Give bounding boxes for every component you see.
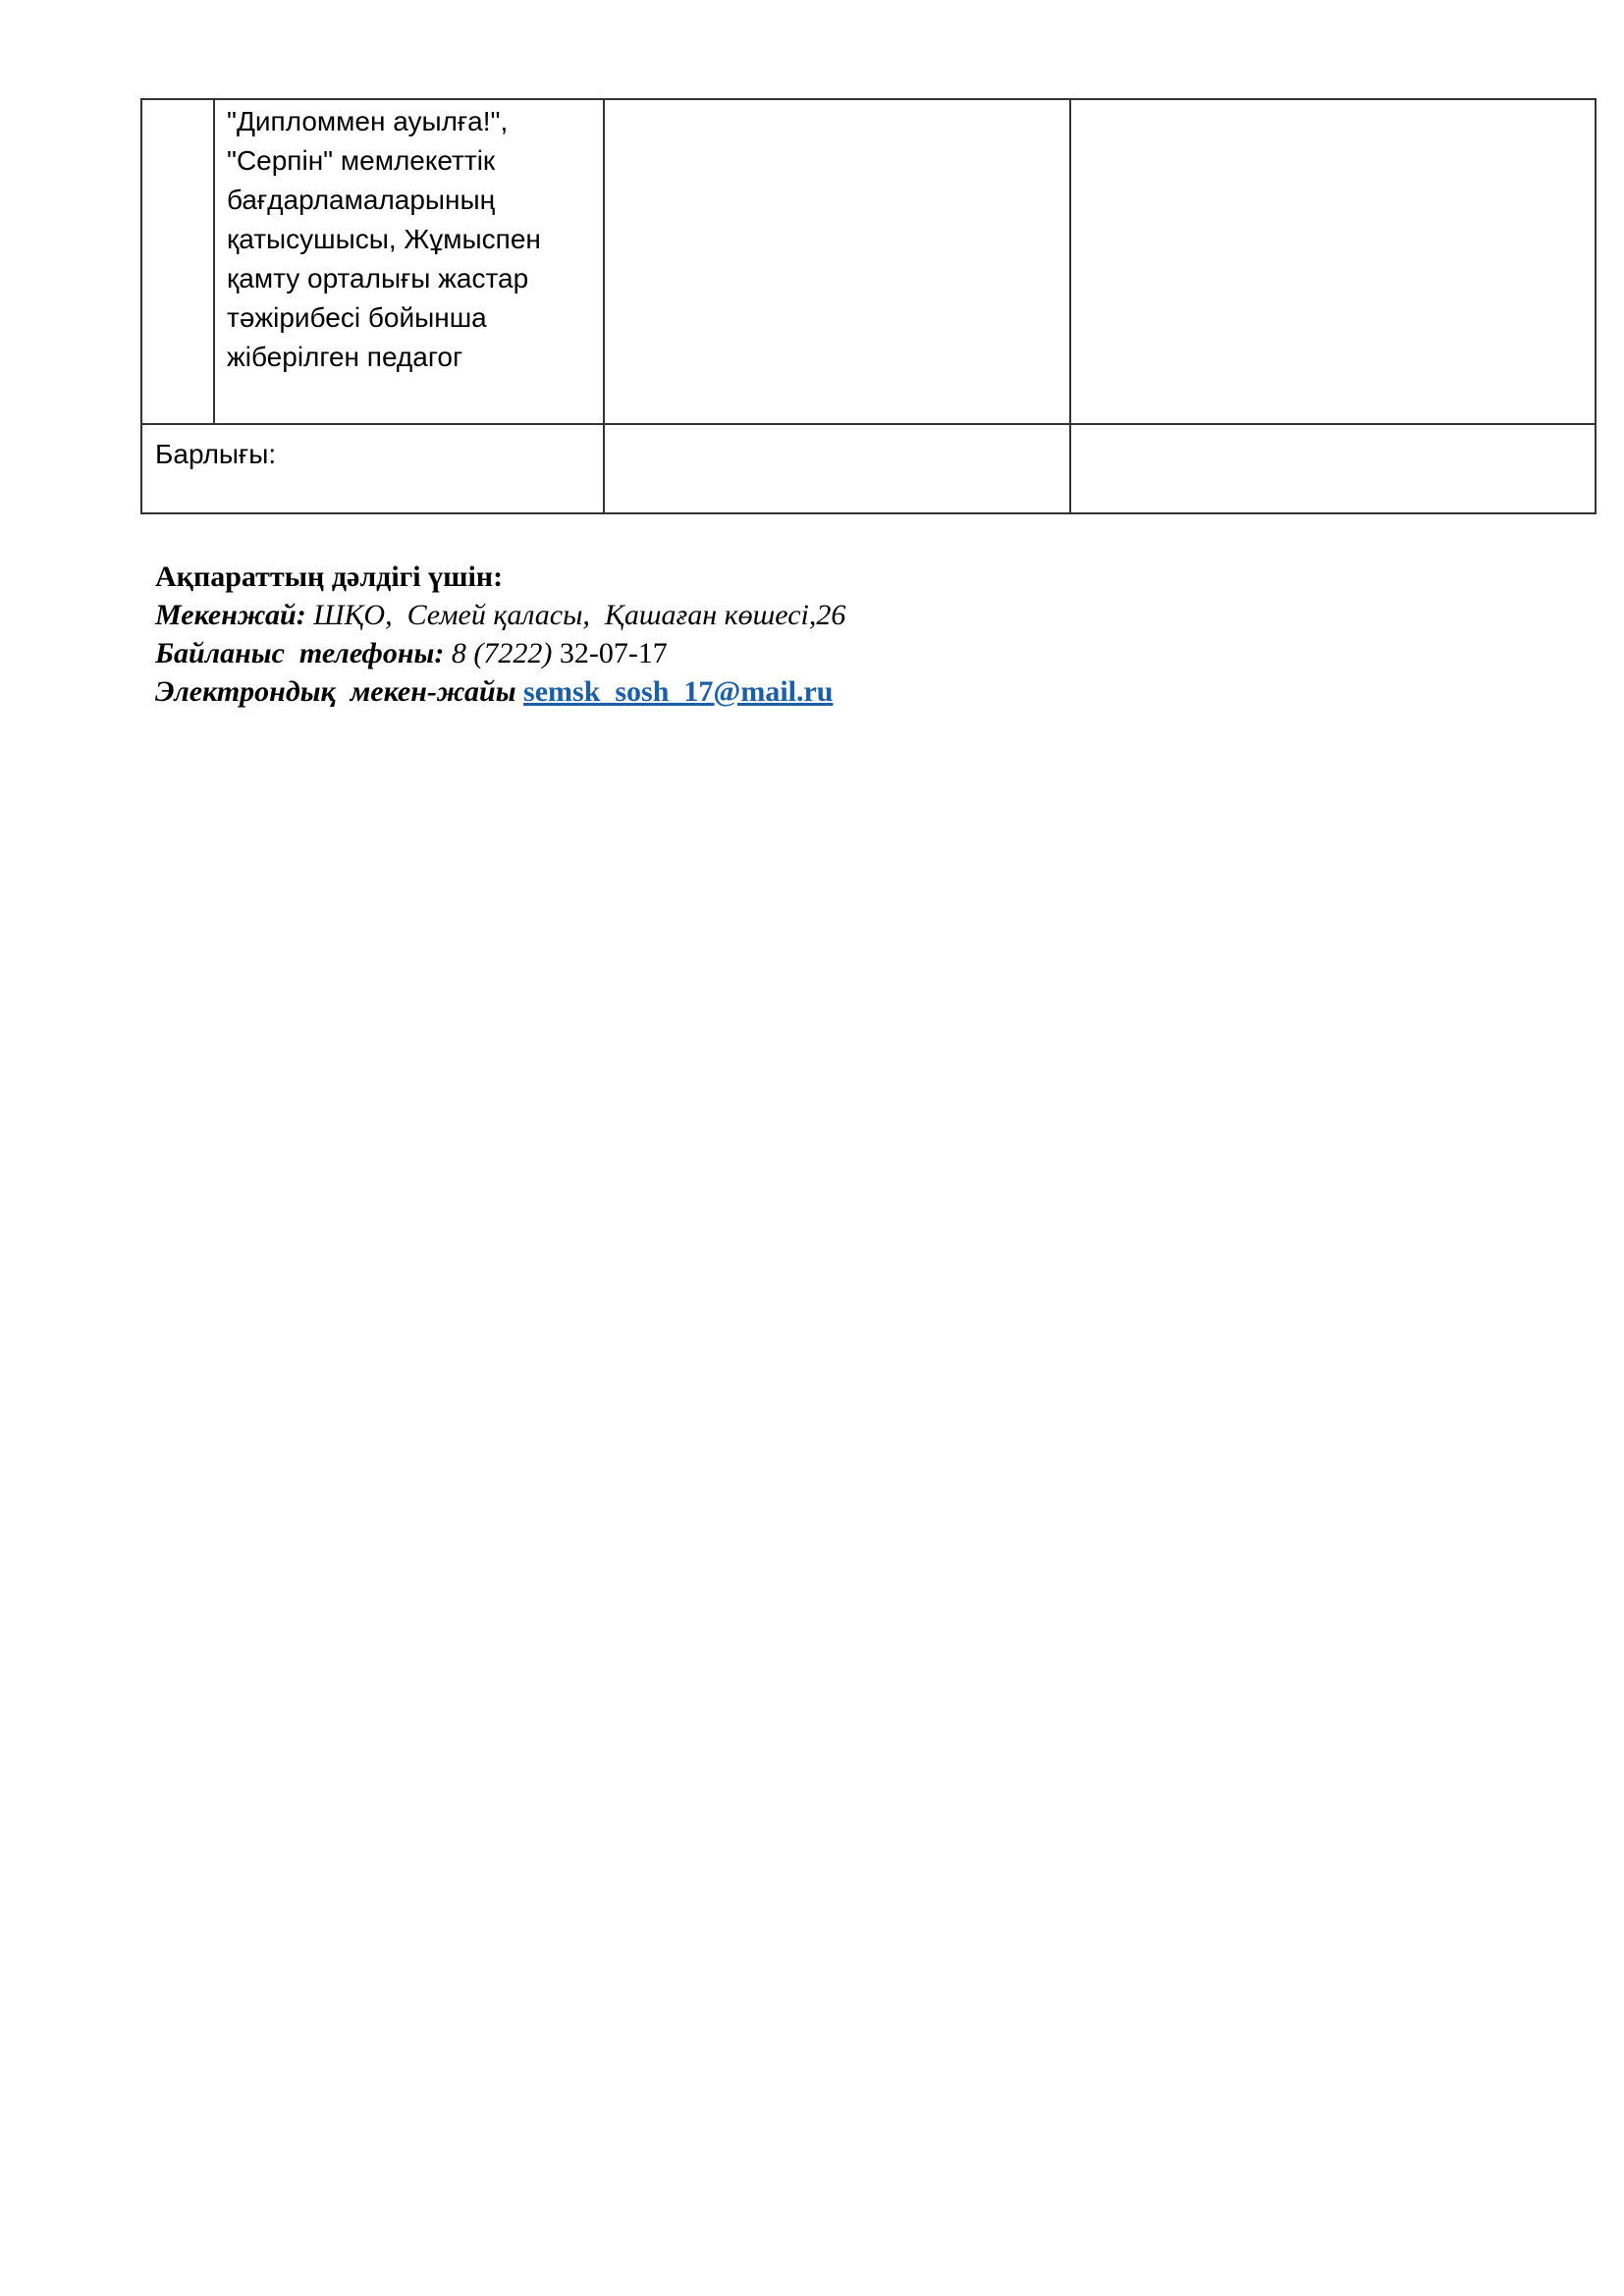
category-text [215,100,603,377]
table-cell-category [214,99,604,424]
email-line [155,672,1530,711]
category-line: бағдарламаларының [227,185,496,215]
table-cell-number [141,99,214,424]
table-row [141,99,1596,424]
contact-info [155,558,1530,711]
address-label: Мекенжай: [155,599,306,631]
phone-label: Байланыс телефоны: [155,637,445,669]
table-cell-value-2 [1070,99,1596,424]
total-value-cell-2 [1070,424,1596,513]
category-line: "Серпін" мемлекеттік [227,145,496,176]
table-cell-value-1 [604,99,1070,424]
table-total-row [141,424,1596,513]
category-line: қамту орталығы жастар [227,263,529,294]
address-value: ШҚО, Семей қаласы, Қашаған көшесі,26 [305,599,846,631]
email-link[interactable]: semsk_sosh_17@mail.ru [523,675,834,708]
category-line: тәжірибесі бойынша [227,302,487,333]
contact-heading: Ақпараттың дәлдігі үшін: [155,561,504,593]
category-line: жіберілген педагог [227,342,463,372]
total-label: Барлығы: [155,439,277,469]
document-table [140,98,1597,514]
category-line: "Дипломмен ауылға!", [227,106,509,136]
phone-code: 8 (7222) [444,637,553,669]
address-line [155,596,1530,634]
category-line: қатысушысы, Жұмыспен [227,224,541,254]
phone-number: 32-07-17 [552,637,668,669]
email-label: Электрондық мекен-жайы [155,675,516,708]
total-label-cell [141,424,604,513]
total-value-cell-1 [604,424,1070,513]
phone-line [155,634,1530,672]
